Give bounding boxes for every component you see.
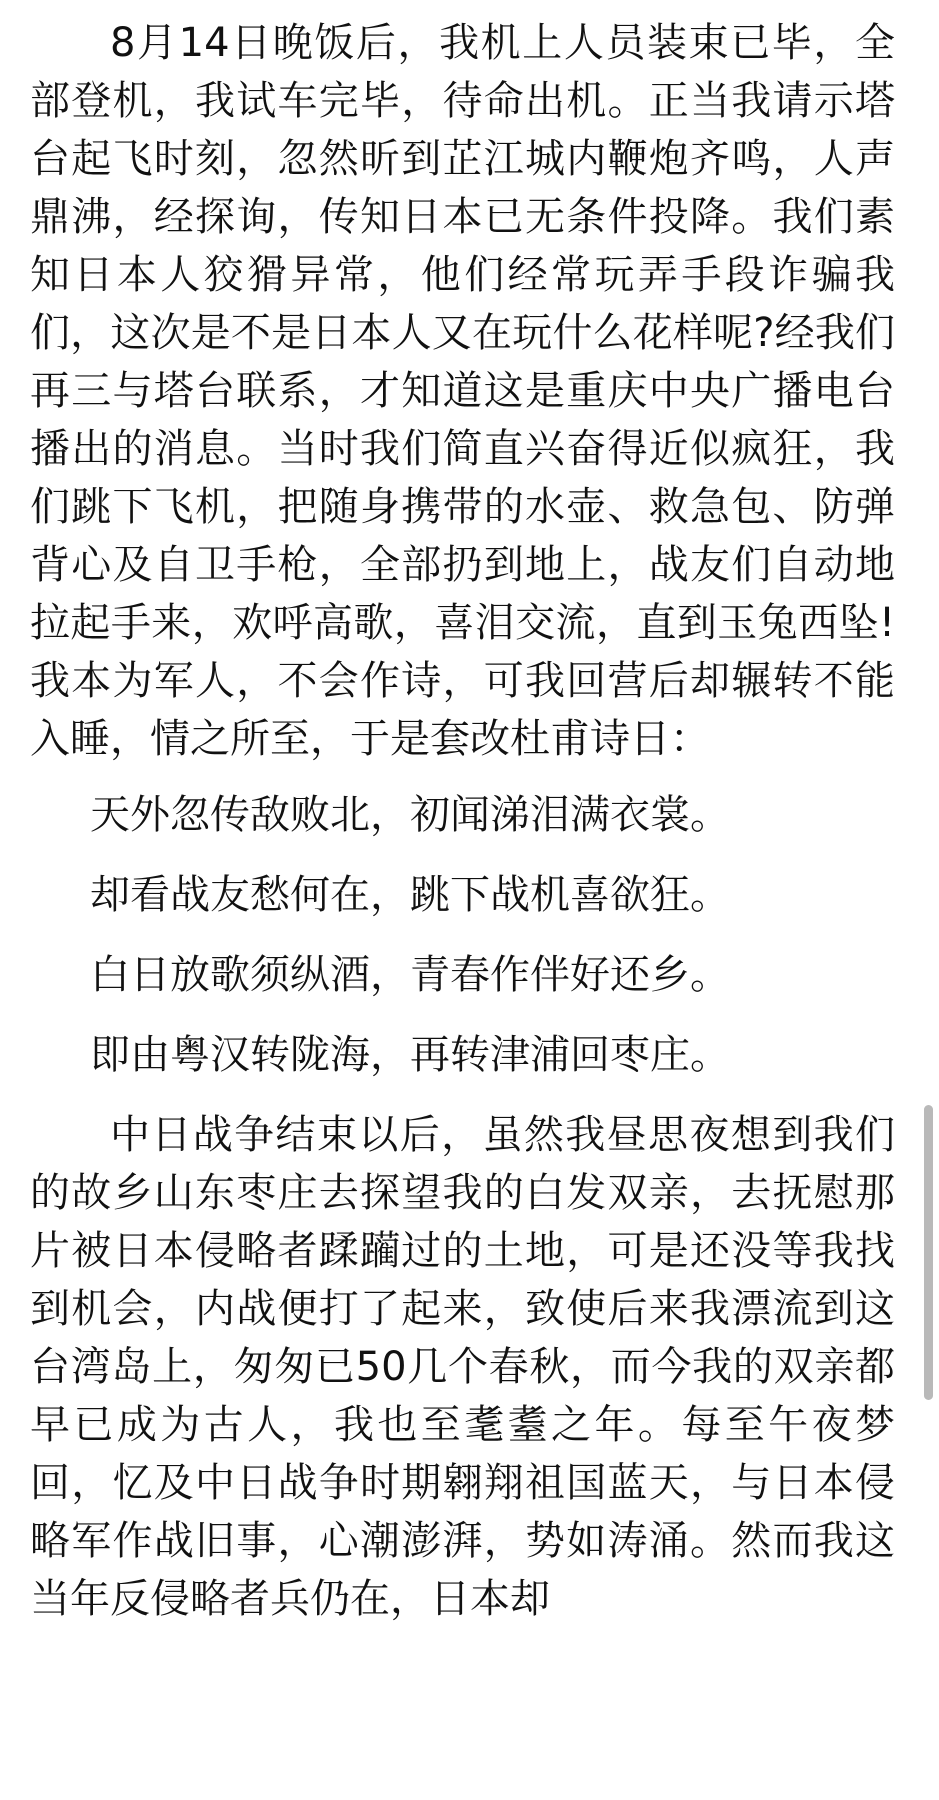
scrollbar-track[interactable] [923, 0, 933, 1800]
article-body [30, 14, 895, 1628]
scrollbar-thumb[interactable] [924, 1105, 933, 1400]
paragraph-1: 8月14日晚饭后，我机上人员装束已毕，全部登机，我试车完毕，待命出机。正当我请示塔台起飞时刻，忽然昕到芷江城内鞭炮齐鸣，人声鼎沸，经探询，传知日本已无条件投降。我们素知日本人狡猾异常，他们经常玩弄手段诈骗我们，这次是不是日本人又在玩什么花样呢?经我们再三与塔台联系，才知道这是重庆中央广播电台播出的消息。当时我们简直兴奋得近似疯狂，我们跳下飞机，把随身携带的水壶、救急包、防弹背心及自卫手枪，全部扔到地上，战友们自动地拉起手来，欢呼高歌，喜泪交流，直到玉兔西坠!我本为军人，不会作诗，可我回营后却辗转不能入睡，情之所至，于是套改杜甫诗日： [30, 20, 895, 762]
poem-block [30, 786, 895, 1084]
paragraph-2: 中日战争结束以后，虽然我昼思夜想到我们的故乡山东枣庄去探望我的白发双亲，去抚慰那片被日本侵略者蹂躏过的土地，可是还没等我找到机会，内战便打了起来，致使后来我漂流到这台湾岛上，匆匆已50几个春秋，而今我的双亲都早已成为古人，我也至耄耋之年。每至午夜梦回，忆及中日战争时期翱翔祖国蓝天，与日本侵略军作战旧事，心潮澎湃，势如涛涌。然而我这当年反侵略者兵仍在，日本却 [30, 1112, 895, 1622]
poem-line-3: 白日放歌须纵酒，青春作伴好还乡。 [90, 952, 730, 998]
poem-line-2: 却看战友愁何在，跳下战机喜欲狂。 [90, 872, 730, 918]
poem-line-4: 即由粤汉转陇海，再转津浦回枣庄。 [90, 1032, 730, 1078]
poem-line-1: 天外忽传敌败北，初闻涕泪满衣裳。 [90, 792, 730, 838]
